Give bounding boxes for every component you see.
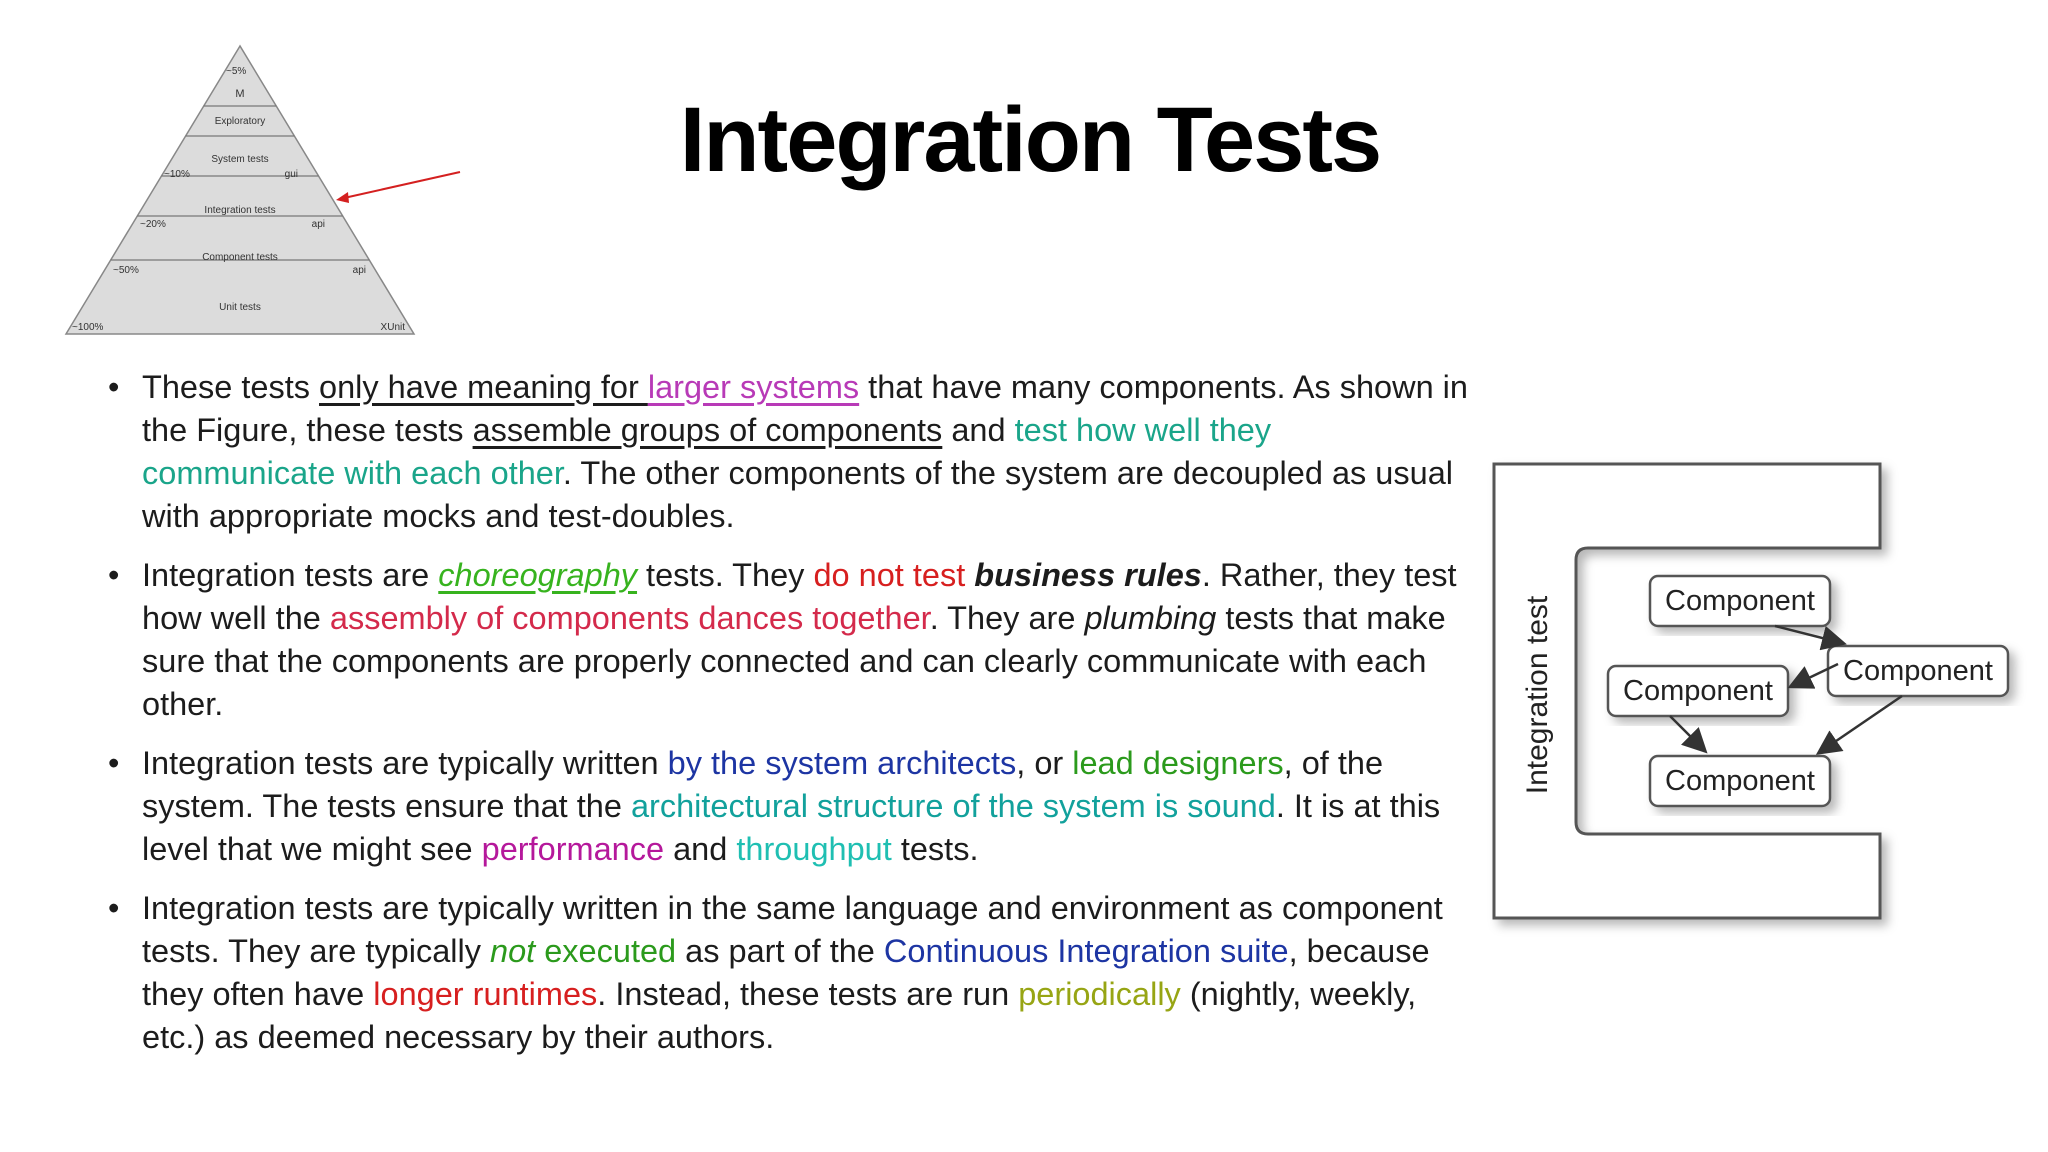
- pyramid-percent: ~20%: [140, 219, 166, 230]
- bullet-text-segment: larger systems: [647, 369, 860, 405]
- pyramid-level-label: Exploratory: [214, 116, 266, 127]
- bullet-text-segment: assemble groups of components: [472, 412, 943, 448]
- bullet-text-segment: by the system architects: [667, 745, 1017, 781]
- bullet-item: [108, 366, 1468, 538]
- component-label: Component: [1623, 675, 1773, 707]
- pyramid-level-label: Integration tests: [204, 205, 276, 216]
- bullet-text-segment: assembly of components dances together: [329, 600, 930, 636]
- bullet-text-segment: longer runtimes: [373, 976, 598, 1012]
- connector-arrow: [1670, 716, 1704, 750]
- bullet-item: [108, 887, 1468, 1059]
- bullet-list: [108, 366, 1468, 1075]
- bullet-text-segment: tests.: [891, 831, 979, 867]
- bullet-text-segment: Integration tests are typically written: [142, 745, 668, 781]
- bullet-text-segment: . The other components of the system are decoupled as usual with appropriate mocks and test-doubles.: [142, 455, 1453, 534]
- bullet-text-segment: tests that make sure that the components are properly connected and can clearly communicate with each other.: [142, 600, 1446, 722]
- bullet-text-segment: and: [664, 831, 737, 867]
- bullet-text-segment: plumbing: [1084, 600, 1217, 636]
- pyramid-tag: api: [311, 219, 325, 230]
- page-title: Integration Tests: [679, 89, 1381, 191]
- bullet-text-segment: lead designers: [1072, 745, 1284, 781]
- pyramid-percent: ~5%: [226, 66, 247, 77]
- integration-test-label: Integration test: [1521, 595, 1554, 795]
- bullet-text-segment: . They are: [929, 600, 1085, 636]
- bullet-text-segment: architectural structure of the system is sound: [630, 788, 1276, 824]
- bullet-text-segment: , because they often have: [142, 933, 1430, 1012]
- bullet-text-segment: , or: [1016, 745, 1073, 781]
- pyramid-tag: api: [352, 265, 366, 276]
- test-pyramid-figure: [60, 40, 480, 340]
- pyramid-level-label: Component tests: [202, 252, 278, 263]
- component-box: [1828, 646, 2008, 696]
- bullet-text-segment: tests. They: [637, 557, 814, 593]
- component-label: Component: [1665, 765, 1815, 797]
- bullet-text-segment: . Rather, they test how well the: [142, 557, 1457, 636]
- pyramid-tag: gui: [284, 169, 298, 180]
- pointer-arrow-icon: [336, 172, 460, 203]
- bullet-text-segment: Continuous Integration suite: [883, 933, 1289, 969]
- pyramid-tag: XUnit: [380, 322, 405, 333]
- pyramid-percent: ~100%: [72, 322, 104, 333]
- integration-test-diagram: [1470, 450, 2030, 950]
- bullet-text-segment: performance: [481, 831, 665, 867]
- bullet-text-segment: only have meaning for: [319, 369, 648, 405]
- bullet-text-segment: , of the system. The tests ensure that the: [142, 745, 1384, 824]
- bullet-text-segment: These tests: [142, 369, 320, 405]
- bullet-text-segment: throughput: [736, 831, 892, 867]
- component-box: [1650, 756, 1830, 806]
- pyramid-level-label: Unit tests: [219, 302, 261, 313]
- bullet-text-segment: Integration tests are: [142, 557, 439, 593]
- bullet-text-segment: periodically: [1018, 976, 1181, 1012]
- bullet-text-segment: executed: [535, 933, 677, 969]
- component-box: [1608, 666, 1788, 716]
- bullet-text-segment: not: [490, 933, 536, 969]
- bullet-text-segment: business rules: [974, 557, 1202, 593]
- connector-arrow: [1820, 696, 1902, 752]
- pyramid-level-label: M: [235, 88, 245, 100]
- pyramid-percent: ~10%: [164, 169, 190, 180]
- component-label: Component: [1843, 655, 1993, 687]
- bullet-item: [108, 742, 1468, 871]
- connector-arrow: [1775, 626, 1842, 643]
- bullet-item: [108, 554, 1468, 726]
- bullet-text-segment: . Instead, these tests are run: [597, 976, 1019, 1012]
- bullet-text-segment: choreography: [438, 557, 638, 593]
- pyramid-percent: ~50%: [113, 265, 139, 276]
- component-label: Component: [1665, 585, 1815, 617]
- bullet-text-segment: and: [942, 412, 1015, 448]
- bullet-text-segment: as part of the: [676, 933, 884, 969]
- bullet-text-segment: test how well they communicate with each other: [142, 412, 1272, 491]
- bullet-text-segment: do not test: [813, 557, 975, 593]
- bullet-text-segment: (nightly, weekly, etc.) as deemed necessary by their authors.: [142, 976, 1417, 1055]
- bullet-text-segment: that have many components. As shown in the Figure, these tests: [142, 369, 1468, 448]
- bullet-text-segment: Integration tests are typically written in the same language and environment as component tests. They are typically: [142, 890, 1443, 969]
- pyramid-level-label: System tests: [211, 154, 269, 165]
- component-box: [1650, 576, 1830, 626]
- bullet-text-segment: . It is at this level that we might see: [142, 788, 1441, 867]
